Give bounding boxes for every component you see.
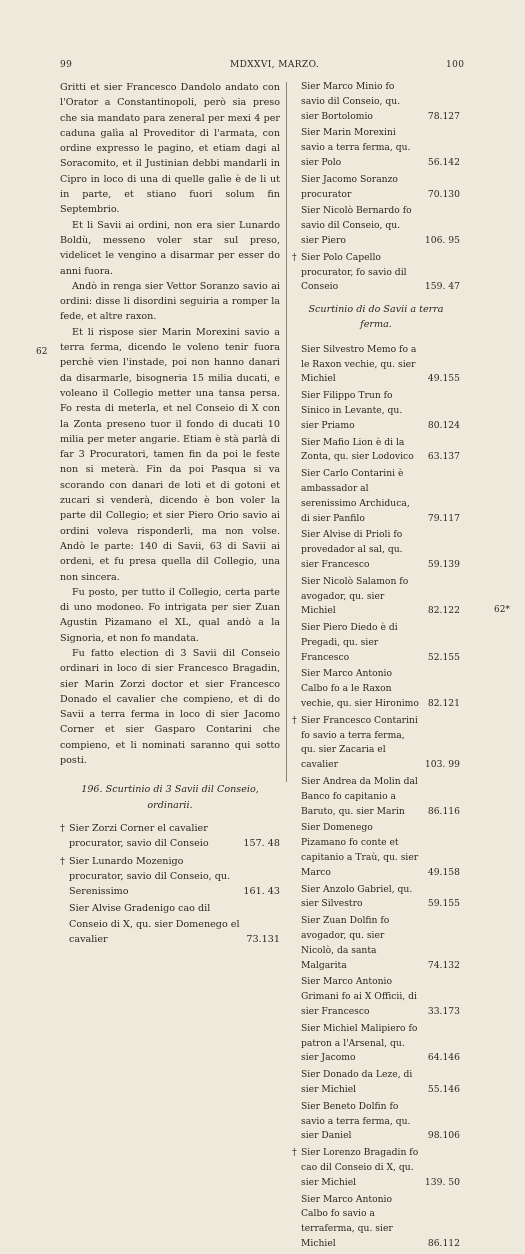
entry-votes: 86.116 [427, 805, 460, 817]
entry-votes: 33.173 [427, 1006, 460, 1018]
list-item [292, 204, 460, 248]
list-item [292, 1100, 460, 1144]
entry-votes: 52.155 [427, 651, 460, 663]
entry-votes: 73.131 [246, 934, 280, 946]
entry-text: Sier Zuan Dolfin fo avogador, qu. sier Nicolò, da santa Malgarita [301, 915, 390, 971]
dagger-mark: † [60, 822, 65, 834]
paragraph: Et li rispose sier Marin Morexini savio a terra ferma, dicendo le voleno tenir fuora perchè vien l'instade, poi non hanno danari da disarmarle, bisogneria 15 milia ducati, e voleano il Collegio metter una tansa persa. Fo resta di meterla, et nel Conseio di X con la Zonta preseno tuor il fondo di ducati 10 milia per meter angarie. Etiam è stà parlà di far 3 Procuratori, tamen fin da poi le feste non si meterà. Fin da poi Pasqua si va scorando con danari de loti et di gotoni et zucari si venderà, dicendo è bon voler la parte dil Collegio; et sier Piero Orio savio ai ordini voleva risponderli, ma non volse. Andò le parte: 140 di Savii, 63 di Savii ai ordeni, et fu presa quella dil Collegio, una non sincera. [60, 326, 280, 583]
entry-text: Sier Piero Diedo è di Pregadi, qu. sier Francesco [301, 622, 398, 663]
entry-text: Sier Alvise di Prioli fo provedador al sal, qu. sier Francesco [301, 529, 403, 570]
page-number-left: 99 [60, 60, 73, 70]
entry-votes: 161. 43 [243, 886, 280, 898]
paragraph: Andò in renga sier Vettor Soranzo savio ai ordini: disse li disordini seguiria a romper la fede, et altre raxon. [60, 280, 280, 323]
dagger-mark [292, 914, 301, 973]
list-item [292, 914, 460, 973]
entry-text: Sier Lorenzo Bragadin fo cao dil Conseio di X, qu. sier Michiel [301, 1147, 419, 1188]
entry-votes: 49.155 [427, 373, 460, 385]
list-item [60, 821, 280, 852]
entry-text: Sier Marco Minio fo savio dil Conseio, qu. sier Bortolomio [301, 81, 401, 122]
dagger-mark [292, 575, 301, 619]
list-item [292, 1068, 460, 1098]
entry-text: Sier Marco Antonio Calbo fo a le Raxon vechie, qu. sier Hironimo [301, 668, 419, 710]
entry-votes: 80.124 [427, 419, 460, 431]
entry-votes: 103. 99 [424, 759, 460, 771]
list-item [292, 821, 460, 880]
entry-votes: 159. 47 [424, 281, 460, 293]
margin-note-right: 62* [494, 605, 510, 615]
entry-text: Sier Lunardo Mozenigo procurator, savio dil Conseio, qu. Serenissimo [69, 855, 231, 898]
dagger-mark [292, 436, 301, 466]
entry-votes: 64.146 [427, 1052, 460, 1064]
list-item [292, 1193, 460, 1252]
entry-text: Sier Nicolò Bernardo fo savio dil Conseio, qu. sier Piero [301, 205, 412, 246]
entry-text: Sier Silvestro Memo fo a le Raxon vechie, qu. sier Michiel [301, 343, 417, 385]
entry-text: Sier Marco Antonio Grimani fo ai X Officii, di sier Francesco [301, 976, 417, 1018]
paragraph: Fu posto, per tutto il Collegio, certa parte di uno modoneo. Fo intrigata per sier Zuan Agustin Pizamano el XL, qual andò a la Signoria, et non fo mandata. [60, 586, 280, 644]
list-item [292, 173, 460, 203]
entry-votes: 55.146 [427, 1084, 460, 1095]
entry-votes: 157. 48 [243, 838, 280, 850]
list-item [292, 621, 460, 665]
dagger-mark: † [292, 1147, 297, 1159]
dagger-mark [292, 467, 301, 526]
entry-votes: 70.130 [427, 188, 460, 200]
list-item [292, 436, 460, 466]
page-number-right: 100 [446, 60, 465, 70]
dagger-mark [292, 1100, 301, 1144]
dagger-mark: † [60, 855, 65, 867]
entry-votes: 59.139 [427, 558, 460, 570]
entry-text: Sier Nicolò Salamon fo avogador, qu. sier Michiel [301, 575, 409, 617]
entry-text: Sier Marco Antonio Calbo fo savio a terraferma, qu. sier Michiel [301, 1193, 393, 1249]
entry-votes: 63.137 [427, 451, 460, 463]
entry-text: Sier Anzolo Gabriel, qu. sier Silvestro [301, 883, 413, 910]
entry-votes: 82.121 [427, 698, 460, 710]
margin-note-left: 62 [36, 347, 48, 357]
entry-votes: 79.117 [427, 512, 460, 524]
list-item [292, 714, 460, 773]
entry-votes: 56.142 [427, 156, 460, 168]
dagger-mark [292, 975, 301, 1019]
list-item [292, 975, 460, 1019]
entry-text: Sier Jacomo Soranzo procurator [301, 173, 398, 200]
entry-text: Sier Filippo Trun fo Sinico in Levante, qu. sier Priamo [301, 390, 403, 431]
dagger-mark [292, 389, 301, 433]
entry-text: Sier Mafio Lion è di la Zonta, qu. sier Lodovico [301, 436, 414, 463]
entry-votes: 59.155 [427, 898, 460, 910]
entry-text: Sier Zorzi Corner el cavalier procurator, savio dil Conseio [69, 822, 209, 850]
paragraph: Fu fatto election di 3 Savii dil Conseio ordinari in loco di sier Francesco Bragadin, sier Marin Zorzi doctor et sier Francesco Donado el cavalier che compieno, et di do Savii a terra ferma in loco di sier Jacomo Corner et sier Gasparo Contarini che compieno, et li nominati saranno qui sotto posti. [60, 647, 280, 767]
dagger-mark [292, 821, 301, 880]
entry-text: Sier Francesco Contarini fo savio a terra ferma, qu. sier Zacaria el cavalier [301, 714, 418, 771]
list-item [292, 126, 460, 170]
section-title: 196. Scurtinio di 3 Savii dil Conseio, ordinarii. [81, 784, 259, 811]
list-item [292, 775, 460, 819]
entry-votes: 98.106 [427, 1130, 460, 1142]
dagger-mark [292, 1068, 301, 1098]
running-title: MDXXVI, MARZO. [230, 60, 320, 70]
list-item [292, 467, 460, 526]
entry-text: Sier Andrea da Molin dal Banco fo capitanio a Baruto, qu. sier Marin [301, 776, 418, 817]
section-title: Scurtinio di do Savii a terra ferma. [308, 304, 444, 330]
list-item [60, 854, 280, 900]
dagger-mark [60, 901, 69, 947]
entry-text: Sier Marin Morexini savio a terra ferma, qu. sier Polo [301, 127, 411, 168]
entry-text: Sier Beneto Dolfin fo savio a terra ferma, qu. sier Daniel [301, 1100, 411, 1142]
list-item [292, 251, 460, 295]
dagger-mark: † [292, 714, 297, 726]
entry-votes: 86.112 [427, 1237, 460, 1249]
entry-text: Sier Michiel Malipiero fo patron a l'Arsenal, qu. sier Jacomo [301, 1022, 418, 1064]
list-item [292, 1146, 460, 1190]
paragraph: Gritti et sier Francesco Dandolo andato con l'Orator a Constantinopoli, però sia preso che sia mandato para zeneral per mexi 4 per caduna galìa al Proveditor di l'armata, con ordine expresso le pagino, et etiam dagi al Soracomito, et il Justinian debbi mandarli in Cipro in loco di una di quelle galìe è de li ut in parte, et stiano fuori solum fin Septembrio. [60, 82, 280, 216]
list-item [292, 667, 460, 711]
dagger-mark [292, 528, 301, 572]
list-item [292, 389, 460, 433]
dagger-mark [292, 80, 301, 124]
dagger-mark [292, 621, 301, 665]
list-item [292, 883, 460, 913]
left-column [60, 80, 280, 949]
dagger-mark: † [292, 251, 297, 263]
entry-text: Sier Polo Capello procurator, fo savio dil Conseio [301, 251, 407, 293]
entry-votes: 74.132 [427, 959, 460, 971]
right-column [292, 80, 460, 1254]
dagger-mark [292, 883, 301, 913]
entry-text: Sier Alvise Gradenigo cao dil Conseio di X, qu. sier Domenego el cavalier [69, 903, 240, 946]
entry-votes: 78.127 [427, 110, 460, 122]
dagger-mark [292, 1022, 301, 1066]
dagger-mark [292, 204, 301, 248]
entry-votes: 106. 95 [424, 234, 460, 246]
entry-text: Sier Domenego Pizamano fo conte et capitanio a Traù, qu. sier Marco [301, 822, 419, 878]
dagger-mark [292, 1193, 301, 1252]
list-item [292, 80, 460, 124]
dagger-mark [292, 667, 301, 711]
paragraph: Et li Savii ai ordini, non era sier Lunardo Boldù, messeno voler star sul preso, videlicet le vengino a disarmar per esser do anni fuora. [60, 219, 280, 277]
entry-votes: 49.158 [427, 866, 460, 878]
entry-text: Sier Donado da Leze, di sier Michiel [301, 1069, 413, 1095]
list-item [292, 1022, 460, 1066]
dagger-mark [292, 775, 301, 819]
list-item [292, 528, 460, 572]
entry-votes: 82.122 [427, 605, 460, 617]
entry-votes: 139. 50 [424, 1176, 460, 1188]
dagger-mark [292, 126, 301, 170]
list-item [60, 901, 280, 947]
entry-text: Sier Carlo Contarini è ambassador al serenissimo Archiduca, di sier Panfilo [301, 468, 410, 524]
dagger-mark [292, 173, 301, 203]
column-divider [286, 82, 287, 782]
dagger-mark [292, 343, 301, 387]
list-item [292, 343, 460, 387]
list-item [292, 575, 460, 619]
